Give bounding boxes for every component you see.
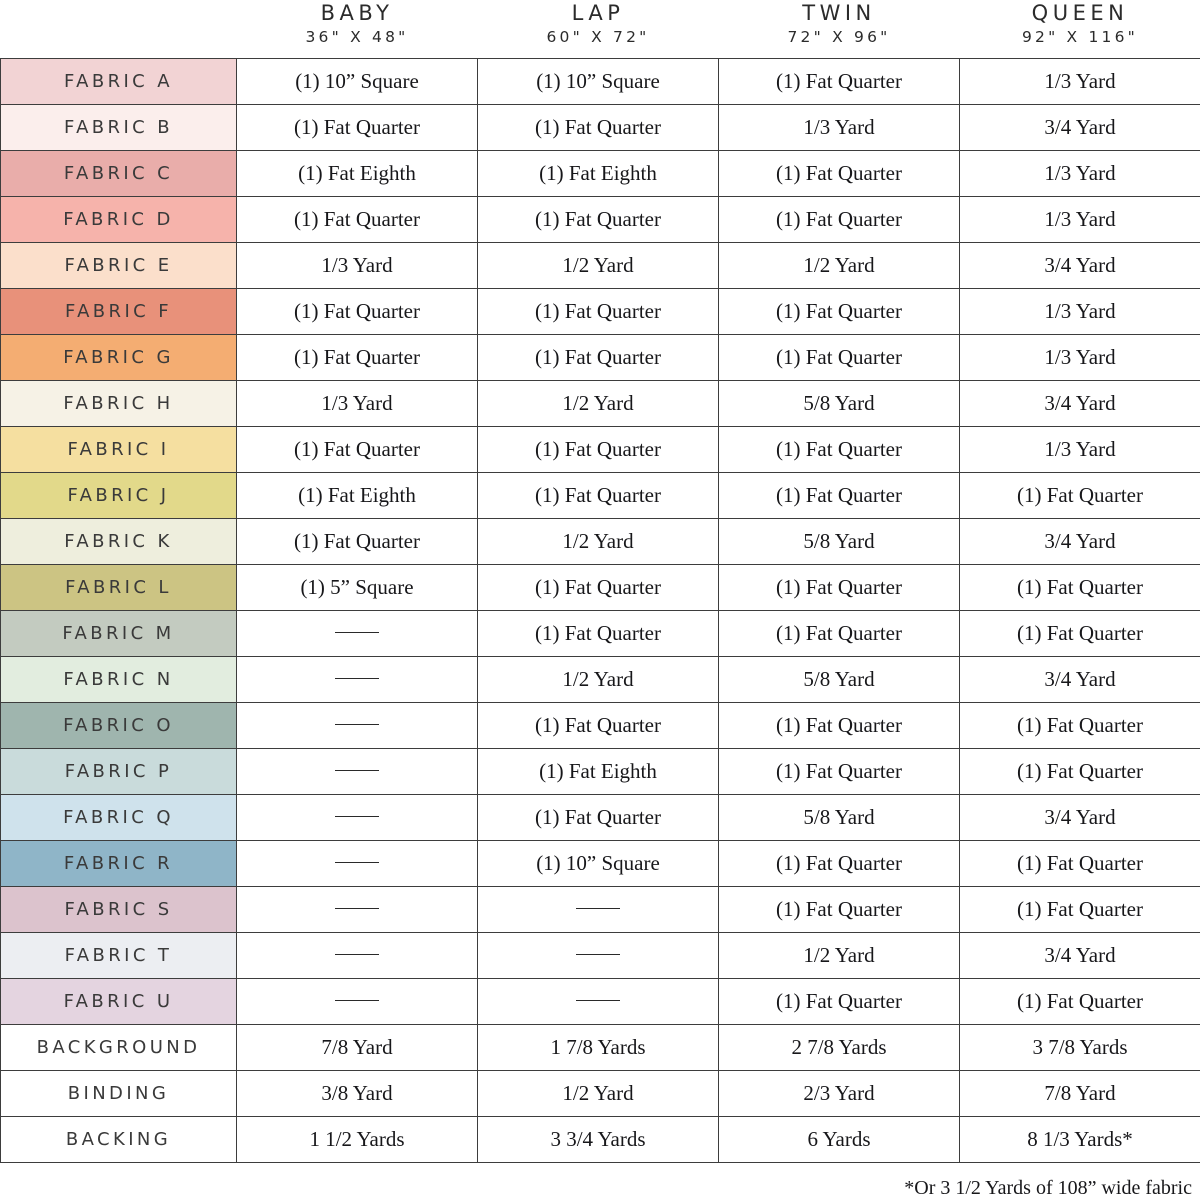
requirement-cell: 1/3 Yard bbox=[960, 426, 1200, 472]
requirement-cell: (1) Fat Quarter bbox=[237, 104, 478, 150]
table-row bbox=[1, 1116, 1200, 1162]
table-row bbox=[1, 472, 1200, 518]
fabric-label-cell: FABRIC H bbox=[1, 380, 237, 426]
requirement-cell: (1) Fat Quarter bbox=[960, 748, 1200, 794]
table-row bbox=[1, 58, 1200, 104]
requirement-cell: (1) Fat Eighth bbox=[237, 472, 478, 518]
requirement-cell: 5/8 Yard bbox=[719, 794, 960, 840]
table-row bbox=[1, 932, 1200, 978]
requirement-cell: 1/2 Yard bbox=[478, 518, 719, 564]
fabric-label-cell: FABRIC C bbox=[1, 150, 237, 196]
table-row bbox=[1, 656, 1200, 702]
requirement-cell: (1) Fat Quarter bbox=[960, 886, 1200, 932]
fabric-label-cell: FABRIC O bbox=[1, 702, 237, 748]
fabric-label-cell: FABRIC I bbox=[1, 426, 237, 472]
fabric-label-cell: FABRIC U bbox=[1, 978, 237, 1024]
requirement-cell: (1) Fat Quarter bbox=[719, 196, 960, 242]
empty-dash-icon bbox=[335, 724, 379, 725]
fabric-label-cell: FABRIC L bbox=[1, 564, 237, 610]
requirement-cell bbox=[237, 886, 478, 932]
table-row bbox=[1, 196, 1200, 242]
fabric-label-cell: FABRIC D bbox=[1, 196, 237, 242]
requirement-cell bbox=[478, 978, 719, 1024]
fabric-label-cell: BACKGROUND bbox=[1, 1024, 237, 1070]
header-size-baby bbox=[237, 0, 478, 58]
requirement-cell: 2/3 Yard bbox=[719, 1070, 960, 1116]
requirement-cell: (1) Fat Quarter bbox=[478, 334, 719, 380]
requirement-cell: (1) Fat Eighth bbox=[478, 748, 719, 794]
requirement-cell: (1) Fat Quarter bbox=[478, 472, 719, 518]
requirement-cell: 1/3 Yard bbox=[719, 104, 960, 150]
requirement-cell: 1/3 Yard bbox=[237, 380, 478, 426]
table-row bbox=[1, 1070, 1200, 1116]
requirement-cell: 6 Yards bbox=[719, 1116, 960, 1162]
requirement-cell: 5/8 Yard bbox=[719, 656, 960, 702]
requirement-cell: (1) Fat Quarter bbox=[960, 978, 1200, 1024]
requirement-cell: (1) Fat Quarter bbox=[237, 196, 478, 242]
table-row bbox=[1, 334, 1200, 380]
empty-dash-icon bbox=[576, 908, 620, 909]
table-row bbox=[1, 564, 1200, 610]
fabric-label-cell: FABRIC G bbox=[1, 334, 237, 380]
requirement-cell: (1) Fat Quarter bbox=[237, 426, 478, 472]
empty-dash-icon bbox=[335, 1000, 379, 1001]
requirement-cell: 3/4 Yard bbox=[960, 104, 1200, 150]
table-row bbox=[1, 518, 1200, 564]
table-row bbox=[1, 150, 1200, 196]
requirement-cell bbox=[237, 932, 478, 978]
empty-dash-icon bbox=[335, 816, 379, 817]
requirement-cell: 1/3 Yard bbox=[237, 242, 478, 288]
header-size-lap bbox=[478, 0, 719, 58]
table-row bbox=[1, 702, 1200, 748]
header-size-twin-dims: 72" X 96" bbox=[787, 28, 891, 47]
requirement-cell: (1) Fat Quarter bbox=[960, 564, 1200, 610]
requirement-cell: 1/2 Yard bbox=[478, 242, 719, 288]
requirement-cell bbox=[478, 932, 719, 978]
empty-dash-icon bbox=[576, 1000, 620, 1001]
requirement-cell: (1) Fat Quarter bbox=[719, 748, 960, 794]
fabric-label-cell: FABRIC M bbox=[1, 610, 237, 656]
requirement-cell: (1) Fat Quarter bbox=[478, 702, 719, 748]
table-row bbox=[1, 840, 1200, 886]
fabric-label-cell: FABRIC J bbox=[1, 472, 237, 518]
requirement-cell: 1/3 Yard bbox=[960, 288, 1200, 334]
requirement-cell: (1) 10” Square bbox=[237, 58, 478, 104]
fabric-label-cell: FABRIC A bbox=[1, 58, 237, 104]
table-header bbox=[1, 0, 1200, 58]
empty-dash-icon bbox=[335, 862, 379, 863]
requirement-cell: 3/4 Yard bbox=[960, 932, 1200, 978]
requirement-cell: (1) Fat Quarter bbox=[960, 610, 1200, 656]
requirement-cell: (1) Fat Quarter bbox=[478, 564, 719, 610]
requirement-cell: (1) Fat Quarter bbox=[719, 426, 960, 472]
requirement-cell: 1/3 Yard bbox=[960, 58, 1200, 104]
requirement-cell: 3/4 Yard bbox=[960, 794, 1200, 840]
requirement-cell: 3/4 Yard bbox=[960, 656, 1200, 702]
table-row bbox=[1, 886, 1200, 932]
requirement-cell: 1/3 Yard bbox=[960, 334, 1200, 380]
requirement-cell: 1/3 Yard bbox=[960, 196, 1200, 242]
requirement-cell: (1) Fat Quarter bbox=[960, 702, 1200, 748]
requirement-cell: (1) Fat Quarter bbox=[478, 288, 719, 334]
requirement-cell: (1) Fat Quarter bbox=[719, 288, 960, 334]
requirement-cell: 3/8 Yard bbox=[237, 1070, 478, 1116]
requirement-cell: 1/2 Yard bbox=[719, 932, 960, 978]
requirement-cell: 1/2 Yard bbox=[478, 380, 719, 426]
fabric-label-cell: FABRIC R bbox=[1, 840, 237, 886]
fabric-label-cell: BACKING bbox=[1, 1116, 237, 1162]
fabric-label-cell: FABRIC F bbox=[1, 288, 237, 334]
requirement-cell: (1) Fat Quarter bbox=[478, 196, 719, 242]
requirement-cell: (1) Fat Eighth bbox=[478, 150, 719, 196]
requirement-cell: (1) Fat Quarter bbox=[719, 702, 960, 748]
requirement-cell: 1/2 Yard bbox=[478, 1070, 719, 1116]
requirement-cell: 1 7/8 Yards bbox=[478, 1024, 719, 1070]
requirement-cell bbox=[478, 886, 719, 932]
requirement-cell: (1) Fat Quarter bbox=[237, 518, 478, 564]
requirement-cell: 1 1/2 Yards bbox=[237, 1116, 478, 1162]
fabric-label-cell: BINDING bbox=[1, 1070, 237, 1116]
table-row bbox=[1, 426, 1200, 472]
requirement-cell: 3 3/4 Yards bbox=[478, 1116, 719, 1162]
table-row bbox=[1, 1024, 1200, 1070]
requirement-cell: (1) Fat Quarter bbox=[719, 564, 960, 610]
requirement-cell: (1) Fat Quarter bbox=[478, 610, 719, 656]
requirement-cell: (1) Fat Quarter bbox=[960, 840, 1200, 886]
requirement-cell: (1) Fat Quarter bbox=[719, 886, 960, 932]
table-row bbox=[1, 288, 1200, 334]
header-size-queen-name: QUEEN bbox=[1031, 1, 1129, 25]
requirement-cell: (1) Fat Eighth bbox=[237, 150, 478, 196]
header-size-queen bbox=[960, 0, 1200, 58]
requirement-cell: (1) Fat Quarter bbox=[478, 104, 719, 150]
requirement-cell bbox=[237, 794, 478, 840]
requirement-cell: (1) Fat Quarter bbox=[237, 288, 478, 334]
table-row bbox=[1, 380, 1200, 426]
requirement-cell: (1) Fat Quarter bbox=[719, 840, 960, 886]
table-row bbox=[1, 242, 1200, 288]
fabric-label-cell: FABRIC K bbox=[1, 518, 237, 564]
requirement-cell: (1) 10” Square bbox=[478, 58, 719, 104]
table-row bbox=[1, 104, 1200, 150]
requirement-cell bbox=[237, 656, 478, 702]
empty-dash-icon bbox=[576, 954, 620, 955]
requirement-cell bbox=[237, 702, 478, 748]
requirement-cell: 3/4 Yard bbox=[960, 242, 1200, 288]
requirement-cell: 7/8 Yard bbox=[237, 1024, 478, 1070]
requirement-cell: 3 7/8 Yards bbox=[960, 1024, 1200, 1070]
header-size-baby-dims: 36" X 48" bbox=[305, 28, 409, 47]
fabric-label-cell: FABRIC Q bbox=[1, 794, 237, 840]
empty-dash-icon bbox=[335, 908, 379, 909]
requirement-cell bbox=[237, 610, 478, 656]
requirement-cell: 1/3 Yard bbox=[960, 150, 1200, 196]
header-size-twin-name: TWIN bbox=[802, 1, 876, 25]
requirement-cell: (1) Fat Quarter bbox=[719, 58, 960, 104]
requirement-cell bbox=[237, 840, 478, 886]
empty-dash-icon bbox=[335, 678, 379, 679]
requirement-cell bbox=[237, 978, 478, 1024]
footnote: *Or 3 1/2 Yards of 108” wide fabric bbox=[904, 1176, 1192, 1199]
header-corner-cell bbox=[1, 0, 237, 58]
requirement-cell: (1) Fat Quarter bbox=[960, 472, 1200, 518]
fabric-label-cell: FABRIC N bbox=[1, 656, 237, 702]
header-size-twin bbox=[719, 0, 960, 58]
requirement-cell: (1) Fat Quarter bbox=[719, 334, 960, 380]
requirement-cell: (1) Fat Quarter bbox=[719, 150, 960, 196]
fabric-label-cell: FABRIC T bbox=[1, 932, 237, 978]
requirement-cell: (1) Fat Quarter bbox=[237, 334, 478, 380]
requirement-cell: 7/8 Yard bbox=[960, 1070, 1200, 1116]
header-size-queen-dims: 92" X 116" bbox=[1021, 28, 1139, 47]
requirement-cell: 5/8 Yard bbox=[719, 518, 960, 564]
requirement-cell: (1) 10” Square bbox=[478, 840, 719, 886]
empty-dash-icon bbox=[335, 770, 379, 771]
table-row bbox=[1, 978, 1200, 1024]
header-size-lap-dims: 60" X 72" bbox=[546, 28, 650, 47]
requirement-cell: 5/8 Yard bbox=[719, 380, 960, 426]
fabric-label-cell: FABRIC B bbox=[1, 104, 237, 150]
requirement-cell: (1) 5” Square bbox=[237, 564, 478, 610]
requirement-cell: (1) Fat Quarter bbox=[719, 472, 960, 518]
fabric-label-cell: FABRIC S bbox=[1, 886, 237, 932]
requirement-cell: 3/4 Yard bbox=[960, 380, 1200, 426]
header-size-baby-name: BABY bbox=[320, 1, 394, 25]
requirement-cell: (1) Fat Quarter bbox=[478, 426, 719, 472]
header-size-lap-name: LAP bbox=[571, 1, 625, 25]
requirement-cell: 1/2 Yard bbox=[719, 242, 960, 288]
fabric-label-cell: FABRIC P bbox=[1, 748, 237, 794]
table-body bbox=[1, 58, 1200, 1162]
fabric-label-cell: FABRIC E bbox=[1, 242, 237, 288]
requirement-cell bbox=[237, 748, 478, 794]
empty-dash-icon bbox=[335, 632, 379, 633]
header-row bbox=[1, 0, 1200, 58]
requirement-cell: (1) Fat Quarter bbox=[478, 794, 719, 840]
table-row bbox=[1, 748, 1200, 794]
table-row bbox=[1, 794, 1200, 840]
requirement-cell: 8 1/3 Yards* bbox=[960, 1116, 1200, 1162]
requirement-cell: 1/2 Yard bbox=[478, 656, 719, 702]
empty-dash-icon bbox=[335, 954, 379, 955]
requirement-cell: (1) Fat Quarter bbox=[719, 978, 960, 1024]
requirement-cell: 3/4 Yard bbox=[960, 518, 1200, 564]
table-row bbox=[1, 610, 1200, 656]
requirement-cell: (1) Fat Quarter bbox=[719, 610, 960, 656]
requirement-cell: 2 7/8 Yards bbox=[719, 1024, 960, 1070]
